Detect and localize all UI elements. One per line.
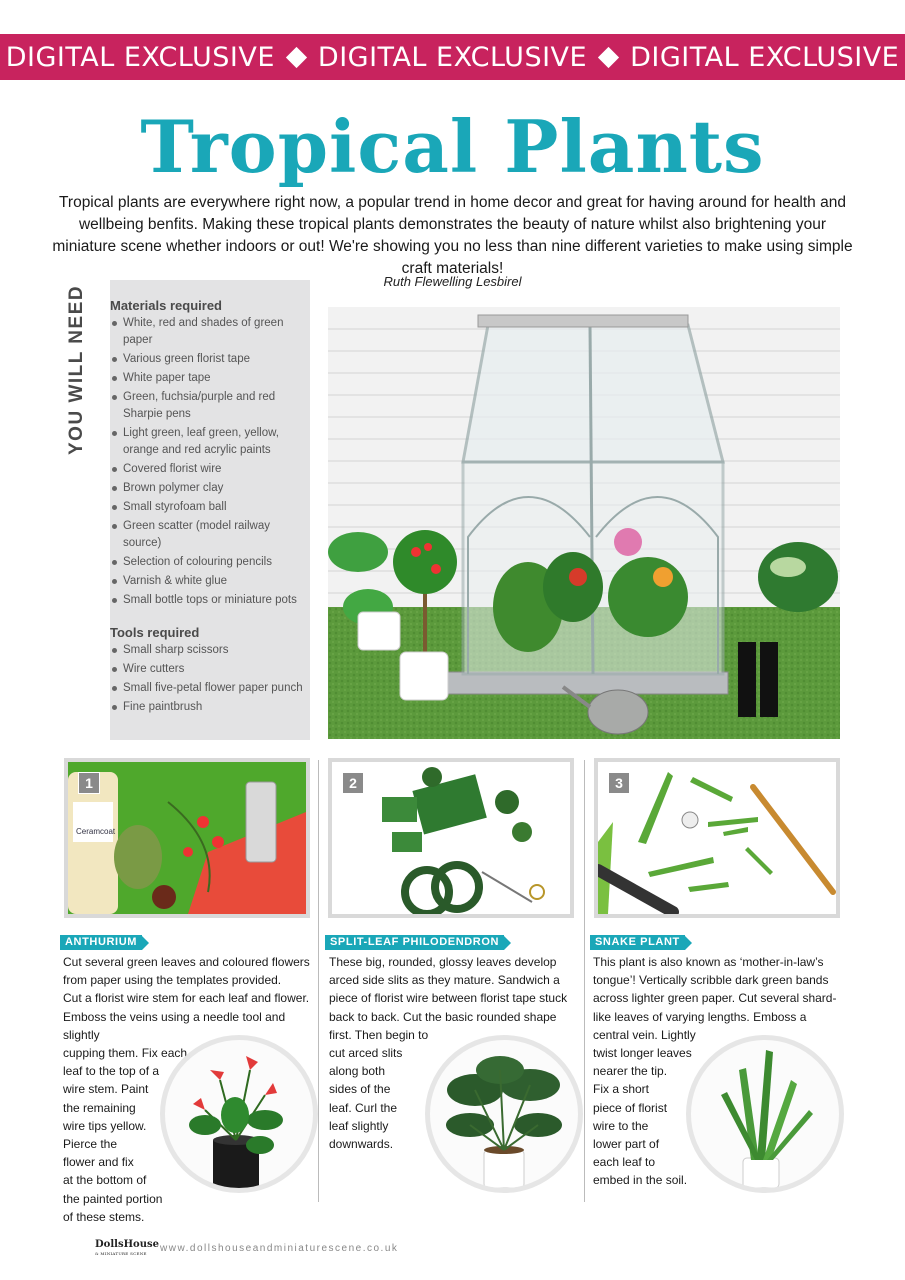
anthurium-photo	[160, 1035, 318, 1193]
text-line: tongue’! Vertically scribble dark green bands	[593, 973, 829, 988]
heading-tail	[685, 936, 692, 950]
diamond-icon	[598, 46, 619, 67]
material-item: Brown polymer clay	[110, 480, 306, 497]
step-number-1: 1	[78, 772, 100, 794]
anthurium-heading	[60, 935, 149, 950]
material-item: White paper tape	[110, 370, 306, 387]
step-2-photo	[328, 758, 574, 918]
banner-text-3: DIGITAL EXCLUSIVE	[630, 41, 900, 73]
text-line: from paper using the templates provided.	[63, 973, 282, 988]
material-item: Small styrofoam ball	[110, 499, 306, 516]
text-line: Fix a short	[593, 1082, 650, 1097]
text-line: embed in the soil.	[593, 1173, 688, 1188]
publication-logo	[95, 1240, 159, 1258]
text-line: like leaves of varying lengths. Emboss a	[593, 1009, 807, 1024]
greenhouse-photo	[328, 307, 840, 739]
text-line: wire to the	[593, 1118, 649, 1133]
step-number-3: 3	[608, 772, 630, 794]
material-item: Selection of colouring pencils	[110, 554, 306, 571]
snake-plant-heading	[590, 935, 692, 950]
text-line: cut arced slits	[329, 1046, 403, 1061]
paint-bottle-label: Ceramcoat	[76, 827, 116, 836]
text-line: back to back. Cut the basic rounded shape	[329, 1009, 557, 1024]
text-line: arced side slits as they mature. Sandwich a	[329, 973, 560, 988]
material-item: White, red and shades of green paper	[110, 315, 306, 349]
website-url[interactable]: www.dollshouseandminiaturescene.co.uk	[160, 1243, 399, 1254]
text-line: leaf slightly	[329, 1118, 389, 1133]
anthurium-heading-label: ANTHURIUM	[60, 935, 142, 950]
text-line: central vein. Lightly	[593, 1027, 696, 1042]
text-line: This plant is also known as ‘mother-in-law’s	[593, 955, 824, 969]
text-line: Cut a florist wire stem for each leaf and flower.	[63, 991, 310, 1006]
tool-item: Small five-petal flower paper punch	[110, 680, 306, 697]
materials-list	[110, 315, 306, 609]
text-line: each leaf to	[593, 1155, 656, 1170]
text-line: wire stem. Paint	[63, 1082, 149, 1097]
snake-plant-heading-label: SNAKE PLANT	[590, 935, 685, 950]
tool-item: Small sharp scissors	[110, 642, 306, 659]
text-line: lower part of	[593, 1137, 660, 1152]
tool-item: Wire cutters	[110, 661, 306, 678]
tools-heading: Tools required	[110, 625, 200, 640]
material-item: Varnish & white glue	[110, 573, 306, 590]
column-divider	[584, 760, 585, 1202]
text-line: the painted portion	[63, 1191, 163, 1206]
heading-tail	[504, 936, 511, 950]
text-line: the remaining	[63, 1100, 136, 1115]
text-line: of these stems.	[63, 1209, 145, 1224]
text-line: nearer the tip.	[593, 1064, 668, 1079]
philodendron-photo	[425, 1035, 583, 1193]
philodendron-heading-label: SPLIT-LEAF PHILODENDRON	[325, 935, 504, 950]
text-line: along both	[329, 1064, 386, 1079]
material-item: Various green florist tape	[110, 351, 306, 368]
material-item: Small bottle tops or miniature pots	[110, 592, 306, 609]
text-line: downwards.	[329, 1137, 394, 1152]
diamond-icon	[286, 46, 307, 67]
material-item: Green scatter (model railway source)	[110, 518, 306, 552]
logo-subtext: & MINIATURE SCENE	[95, 1251, 147, 1256]
step-1-photo	[64, 758, 310, 918]
material-item: Green, fuchsia/purple and red Sharpie pens	[110, 389, 306, 423]
digital-exclusive-banner	[0, 34, 905, 80]
philodendron-heading	[325, 935, 511, 950]
material-item: Covered florist wire	[110, 461, 306, 478]
text-line: wire tips yellow.	[63, 1118, 147, 1133]
text-line: first. Then begin to	[329, 1027, 429, 1042]
page-title: Tropical Plants	[140, 104, 765, 189]
tools-list	[110, 642, 306, 716]
text-line: Cut several green leaves and coloured flowers	[63, 955, 310, 969]
step-number-2: 2	[342, 772, 364, 794]
banner-text-1: DIGITAL EXCLUSIVE	[5, 41, 275, 73]
heading-tail	[142, 936, 149, 950]
author-byline: Ruth Flewelling Lesbirel	[383, 274, 522, 289]
column-divider	[318, 760, 319, 1202]
tool-item: Fine paintbrush	[110, 699, 306, 716]
text-line: These big, rounded, glossy leaves develop	[329, 955, 557, 969]
text-line: leaf to the top of a	[63, 1064, 160, 1079]
text-line: at the bottom of	[63, 1173, 147, 1188]
text-line: across lighter green paper. Cut several shard-	[593, 991, 837, 1006]
text-line: piece of florist	[593, 1100, 668, 1115]
text-line: Emboss the veins using a needle tool and slightly	[63, 1009, 286, 1042]
intro-paragraph: Tropical plants are everywhere right now, a popular trend in home decor and great for having around for health and wellbeing benfits. Making these tropical plants demonstrates the beauty of nature whilst also brightening your miniature scene whether indoors or out! We're showing you no less than nine different varieties to make using simple craft materials!	[52, 194, 853, 277]
text-line: twist longer leaves	[593, 1046, 692, 1061]
text-line: Pierce the	[63, 1137, 118, 1152]
banner-text-2: DIGITAL EXCLUSIVE	[317, 41, 588, 73]
logo-text: DollsHouse	[95, 1239, 159, 1250]
step-3-photo	[594, 758, 840, 918]
text-line: leaf. Curl the	[329, 1100, 398, 1115]
text-line: cupping them. Fix each	[63, 1046, 188, 1061]
text-line: flower and fix	[63, 1155, 134, 1170]
snake-plant-photo	[686, 1035, 844, 1193]
material-item: Light green, leaf green, yellow, orange and red acrylic paints	[110, 425, 306, 459]
text-line: piece of florist wire between florist tape stuck	[329, 991, 568, 1006]
materials-heading: Materials required	[110, 298, 222, 313]
you-will-need-label: YOU WILL NEED	[66, 284, 87, 455]
text-line: sides of the	[329, 1082, 391, 1097]
